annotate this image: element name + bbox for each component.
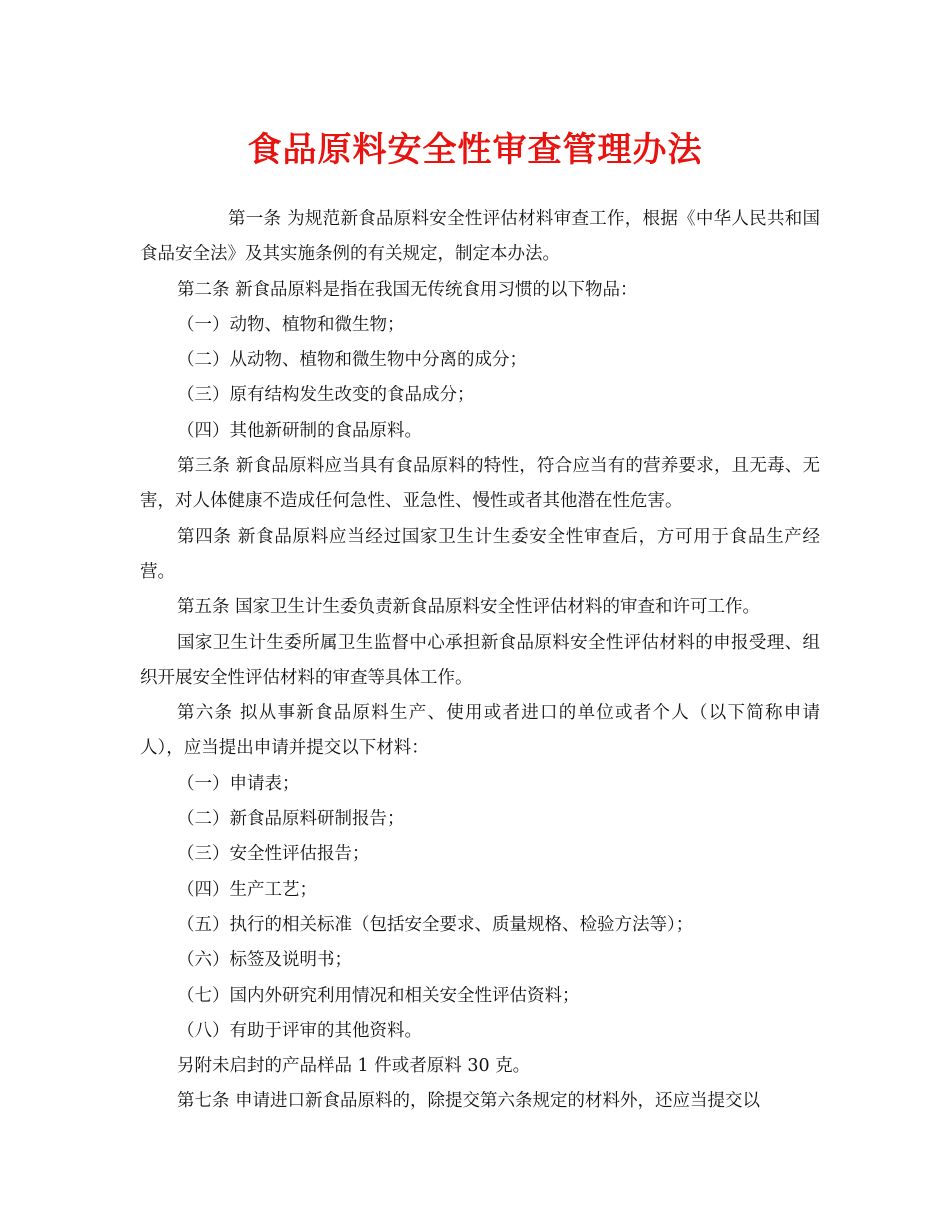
sample-note: 另附未启封的产品样品 1 件或者原料 30 克。: [177, 1056, 531, 1077]
list-item: （六）标签及说明书；: [177, 950, 352, 971]
document-body: [140, 202, 820, 1120]
list-item: （三）原有结构发生改变的食品成分；: [177, 385, 475, 406]
article-5-continued: 国家卫生计生委所属卫生监督中心承担新食品原料安全性评估材料的申报受理、组织开展安全性评估材料的审查等具体工作。: [140, 632, 820, 688]
article-4: 第四条 新食品原料应当经过国家卫生计生委安全性审查后，方可用于食品生产经营。: [140, 526, 820, 582]
list-item: （三）安全性评估报告；: [177, 844, 370, 865]
document-title: 食品原料安全性审查管理办法: [247, 130, 703, 170]
article-6: 第六条 拟从事新食品原料生产、使用或者进口的单位或者个人（以下简称申请人），应当提出申请并提交以下材料：: [140, 703, 820, 759]
list-item: （四）其他新研制的食品原料。: [177, 420, 422, 441]
article-5: 第五条 国家卫生计生委负责新食品原料安全性评估材料的审查和许可工作。: [177, 597, 761, 618]
list-item: （八）有助于评审的其他资料。: [177, 1020, 422, 1041]
list-item: （四）生产工艺；: [177, 879, 317, 900]
article-2: 第二条 新食品原料是指在我国无传统食用习惯的以下物品：: [177, 279, 638, 300]
list-item: （七）国内外研究利用情况和相关安全性评估资料；: [177, 985, 580, 1006]
list-item: （二）从动物、植物和微生物中分离的成分；: [177, 350, 527, 371]
article-3: 第三条 新食品原料应当具有食品原料的特性，符合应当有的营养要求，且无毒、无害，对人体健康不造成任何急性、亚急性、慢性或者其他潜在性危害。: [140, 456, 820, 512]
list-item: （一）申请表；: [177, 773, 300, 794]
article-7: 第七条 申请进口新食品原料的，除提交第六条规定的材料外，还应当提交以: [177, 1091, 761, 1112]
list-item: （五）执行的相关标准（包括安全要求、质量规格、检验方法等）；: [177, 914, 694, 935]
list-item: （二）新食品原料研制报告；: [177, 809, 405, 830]
article-1: 第一条 为规范新食品原料安全性评估材料审查工作，根据《中华人民共和国食品安全法》及其实施条例的有关规定，制定本办法。: [140, 209, 820, 265]
list-item: （一）动物、植物和微生物；: [177, 314, 405, 335]
